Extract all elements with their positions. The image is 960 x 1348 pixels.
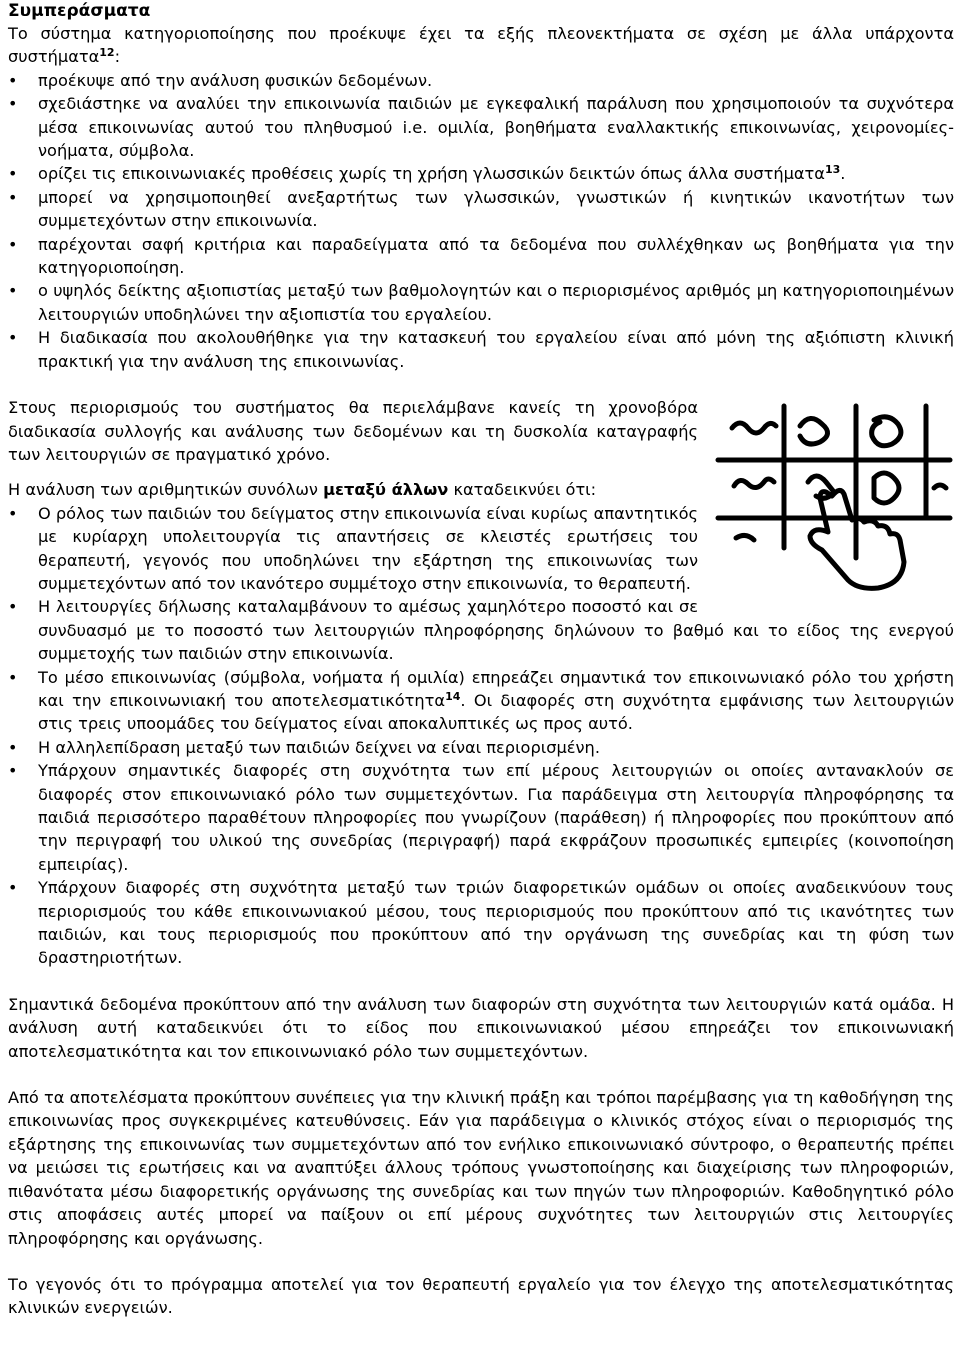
list-item bbox=[8, 186, 954, 233]
body-paragraph: Από τα αποτελέσματα προκύπτουν συνέπειες για την κλινική πράξη και τρόποι παρέμβασης για τη καθοδήγηση της επικοινωνίας προς συγκεκριμένες κατευθύνσεις. Εάν για παράδειγμα ο κλινικός στόχος είναι ο περιορισμός της εξάρτησης της επικοινωνίας των συμμετεχόντων από τον ενήλικο επικοινωνιακό σύντροφο, ο θεραπευτής πρέπει να μειώσει τις ερωτήσεις και να αναπτύξει άλλους τρόπους γνωστοποίησης και διαχείρισης των πληροφοριών, πιθανότατα μέσω διαφορετικής οργάνωσης της συνεδρίας και των πηγών των πληροφοριών. Καθοδηγητικό ρόλο στις αποφάσεις αυτές μπορεί να παίξουν οι επί μέρους συχνότητες των λειτουργιών στις λειτουργίες πληροφόρησης και οργάνωσης. bbox=[8, 1088, 954, 1248]
list-item bbox=[8, 502, 954, 596]
footnote-ref: 14 bbox=[445, 689, 461, 703]
intro-tail: : bbox=[114, 47, 121, 67]
analysis-intro-tail: καταδεικνύει ότι: bbox=[448, 480, 597, 500]
list-item bbox=[8, 69, 954, 92]
list-item-text: ορίζει τις επικοινωνιακές προθέσεις χωρίς τη χρήση γλωσσικών δεικτών όπως άλλα συστήματα bbox=[38, 164, 825, 184]
list-item-text: μπορεί να χρησιμοποιηθεί ανεξαρτήτως των γλωσσικών, γνωστικών ή κινητικών ικανοτήτων των συμμετεχόντων στην επικοινωνία. bbox=[38, 187, 954, 231]
intro-paragraph bbox=[8, 22, 954, 69]
list-item bbox=[8, 666, 954, 736]
list-item-text: Η διαδικασία που ακολουθήθηκε για την κατασκευή του εργαλείου είναι από μόνη της αξιόπιστη κλινική πρακτική για την ανάλυση της επικοινωνίας. bbox=[38, 328, 954, 371]
limitations-paragraph: Στους περιορισμούς του συστήματος θα περιελάμβανε κανείς τη χρονοβόρα διαδικασία συλλογής και ανάλυσης των δεδομένων και τη δυσκολία καταγραφής των λειτουργιών σε πραγματικό χρόνο. bbox=[8, 398, 698, 464]
analysis-intro-text: Η ανάλυση των αριθμητικών συνόλων bbox=[8, 480, 324, 500]
list-item bbox=[8, 233, 954, 280]
list-item-text: Η λειτουργίες δήλωσης καταλαμβάνουν το αμέσως χαμηλότερο ποσοστό και σε συνδυασμό με το ποσοστό των λειτουργιών πληροφόρησης δηλώνουν το βαθμό και το είδος της ενεργού συμμετοχής των παιδιών στην επικοινωνία. bbox=[38, 597, 954, 664]
list-item-text: Ο ρόλος των παιδιών του δείγματος στην επικοινωνία είναι κυρίως απαντητικός με κυρίαρχη υπολειτουργία τις απαντήσεις σε κλειστές ερωτήσεις του θεραπευτή, γεγονός που υποδηλώνει την εξάρτηση της επικοινωνίας των συμμετεχόντων από τον ικανότερο συμμέτοχο στην επικοινωνία, το θεραπευτή. bbox=[38, 503, 698, 593]
list-item bbox=[8, 326, 954, 373]
list-item bbox=[8, 162, 954, 185]
footnote-ref: 13 bbox=[824, 163, 841, 177]
list-item-text: παρέχονται σαφή κριτήρια και παραδείγματα από τα δεδομένα που συλλέχθηκαν ως βοηθήματα για την κατηγοριοποίηση. bbox=[38, 234, 954, 278]
list-item-text: προέκυψε από την ανάλυση φυσικών δεδομένων. bbox=[38, 70, 433, 90]
body-paragraph: Το γεγονός ότι το πρόγραμμα αποτελεί για τον θεραπευτή εργαλείο για τον έλεγχο της αποτελεσματικότητας κλινικών ενεργειών. bbox=[8, 1274, 954, 1318]
list-item bbox=[8, 876, 954, 970]
analysis-intro-bold: μεταξύ άλλων bbox=[323, 480, 449, 500]
findings-list bbox=[8, 502, 954, 970]
list-item-text: Το μέσο επικοινωνίας (σύμβολα, νοήματα ή ομιλία) επηρεάζει σημαντικά τον επικοινωνιακό ρόλο του χρήστη και την επικοινωνιακή του αποτελεσματικότητα bbox=[38, 667, 954, 710]
list-item-tail: . Οι διαφορές στη συχνότητα εμφάνισης των λειτουργιών στις τρεις υποομάδες του δείγματος είναι αποκαλυπτικές ως προς αυτό. bbox=[38, 690, 955, 734]
list-item-text: Υπάρχουν διαφορές στη συχνότητα μεταξύ των τριών διαφορετικών ομάδων οι οποίες αναδεικνύουν τους περιορισμούς του κάθε επικοινωνιακού μέσου, τους περιορισμούς που προκύπτουν από τις ικανότητες των παιδιών, και τους περιορισμούς που προκύπτουν από την οργάνωση της συνεδρίας και τη φύση των δραστηριοτήτων. bbox=[38, 878, 954, 968]
section-heading: Συμπεράσματα bbox=[8, 1, 151, 21]
list-item bbox=[8, 595, 954, 665]
body-paragraph: Σημαντικά δεδομένα προκύπτουν από την ανάλυση των διαφορών στη συχνότητα των λειτουργιών κατά ομάδα. Η ανάλυση αυτή καταδεικνύει ότι το είδος που επικοινωνιακού μέσου επηρεάζει τον επικοινωνιακή αποτελεσματικότητα και τον επικοινωνιακό ρόλο των συμμετεχόντων. bbox=[8, 994, 954, 1061]
intro-text: Το σύστημα κατηγοριοποίησης που προέκυψε έχει τα εξής πλεονεκτήματα σε σχέση με άλλα υπάρχοντα συστήματα bbox=[8, 24, 954, 67]
advantages-list bbox=[8, 69, 954, 373]
footnote-ref: 12 bbox=[99, 46, 115, 60]
list-item bbox=[8, 736, 954, 759]
document-page bbox=[8, 0, 954, 1320]
list-item-text: Υπάρχουν σημαντικές διαφορές στη συχνότητα των επί μέρους λειτουργιών οι οποίες αντανακλούν σε διαφορές στον επικοινωνιακό ρόλο των συμμετεχόντων. Για παράδειγμα στη λειτουργία πληροφόρησης τα παιδιά περισσότερο παραθέτουν πληροφορίες που γνωρίζουν (παράθεση) ή πληροφορίες που προκύπτουν από την περιγραφή του υλικού της συνεδρίας (περιγραφή) παρά εκφράζουν προσωπικές εμπειρίες (κοινοποίηση εμπειρίας). bbox=[38, 761, 954, 874]
list-item-text: ο υψηλός δείκτης αξιοπιστίας μεταξύ των βαθμολογητών και ο περιορισμένος αριθμός μη κατηγοριοποιημένων λειτουργιών υποδηλώνει την αξιοπιστία του εργαλείου. bbox=[38, 281, 954, 324]
list-item-text: σχεδιάστηκε να αναλύει την επικοινωνία παιδιών με εγκεφαλική παράλυση που χρησιμοποιούν τα συχνότερα μέσα επικοινωνίας αυτού του πληθυσμού i.e. ομιλία, βοηθήματα εναλλακτικής επικοινωνίας, χειρονομίες-νοήματα, σύμβολα. bbox=[38, 94, 954, 161]
list-item bbox=[8, 279, 954, 326]
list-item-text: Η αλληλεπίδραση μεταξύ των παιδιών δείχνει να είναι περιορισμένη. bbox=[38, 737, 600, 757]
list-item bbox=[8, 92, 954, 162]
list-item bbox=[8, 759, 954, 876]
list-item-tail: . bbox=[840, 164, 846, 184]
